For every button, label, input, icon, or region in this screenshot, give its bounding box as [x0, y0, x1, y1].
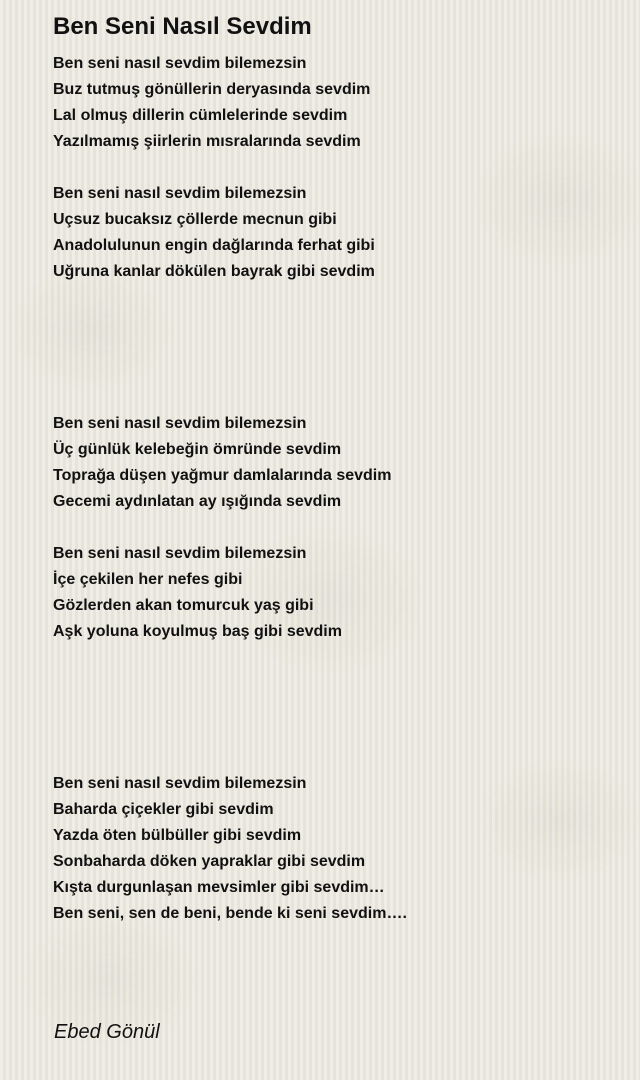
stanza-3 [53, 411, 391, 515]
poem-line: Yazılmamış şiirlerin mısralarında sevdim [53, 133, 361, 150]
poem-line: Ben seni nasıl sevdim bilemezsin [53, 775, 307, 792]
poem-line: Yazda öten bülbüller gibi sevdim [53, 827, 302, 844]
poem-line: Ben seni nasıl sevdim bilemezsin [53, 545, 307, 562]
poem-line: Ben seni nasıl sevdim bilemezsin [53, 55, 307, 72]
poem-line: Buz tutmuş gönüllerin deryasında sevdim [53, 81, 371, 98]
poem-line: Gecemi aydınlatan ay ışığında sevdim [53, 493, 342, 510]
poem-line: Toprağa düşen yağmur damlalarında sevdim [53, 467, 392, 484]
poem-line: Ben seni, sen de beni, bende ki seni sevdim…. [53, 905, 407, 922]
stanza-4 [53, 541, 342, 645]
poem-line: Baharda çiçekler gibi sevdim [53, 801, 274, 818]
poem-line: Kışta durgunlaşan mevsimler gibi sevdim… [53, 879, 385, 896]
poem-line: Üç günlük kelebeğin ömründe sevdim [53, 441, 342, 458]
poem-author: Ebed Gönül [54, 1021, 160, 1043]
poem-line: Ben seni nasıl sevdim bilemezsin [53, 185, 307, 202]
poem-line: Anadolulunun engin dağlarında ferhat gibi [53, 237, 375, 254]
poem-line: İçe çekilen her nefes gibi [53, 571, 243, 588]
poem-line: Sonbaharda döken yapraklar gibi sevdim [53, 853, 366, 870]
stanza-5 [53, 771, 407, 927]
poem-line: Uçsuz bucaksız çöllerde mecnun gibi [53, 211, 337, 228]
stanza-2 [53, 181, 375, 285]
poem-line: Ben seni nasıl sevdim bilemezsin [53, 415, 307, 432]
stanza-1 [53, 51, 370, 155]
poem-line: Uğruna kanlar dökülen bayrak gibi sevdim [53, 263, 375, 280]
poem-line: Aşk yoluna koyulmuş baş gibi sevdim [53, 623, 342, 640]
poem-line: Lal olmuş dillerin cümlelerinde sevdim [53, 107, 348, 124]
poem-line: Gözlerden akan tomurcuk yaş gibi [53, 597, 314, 614]
poem-title: Ben Seni Nasıl Sevdim [53, 13, 312, 40]
